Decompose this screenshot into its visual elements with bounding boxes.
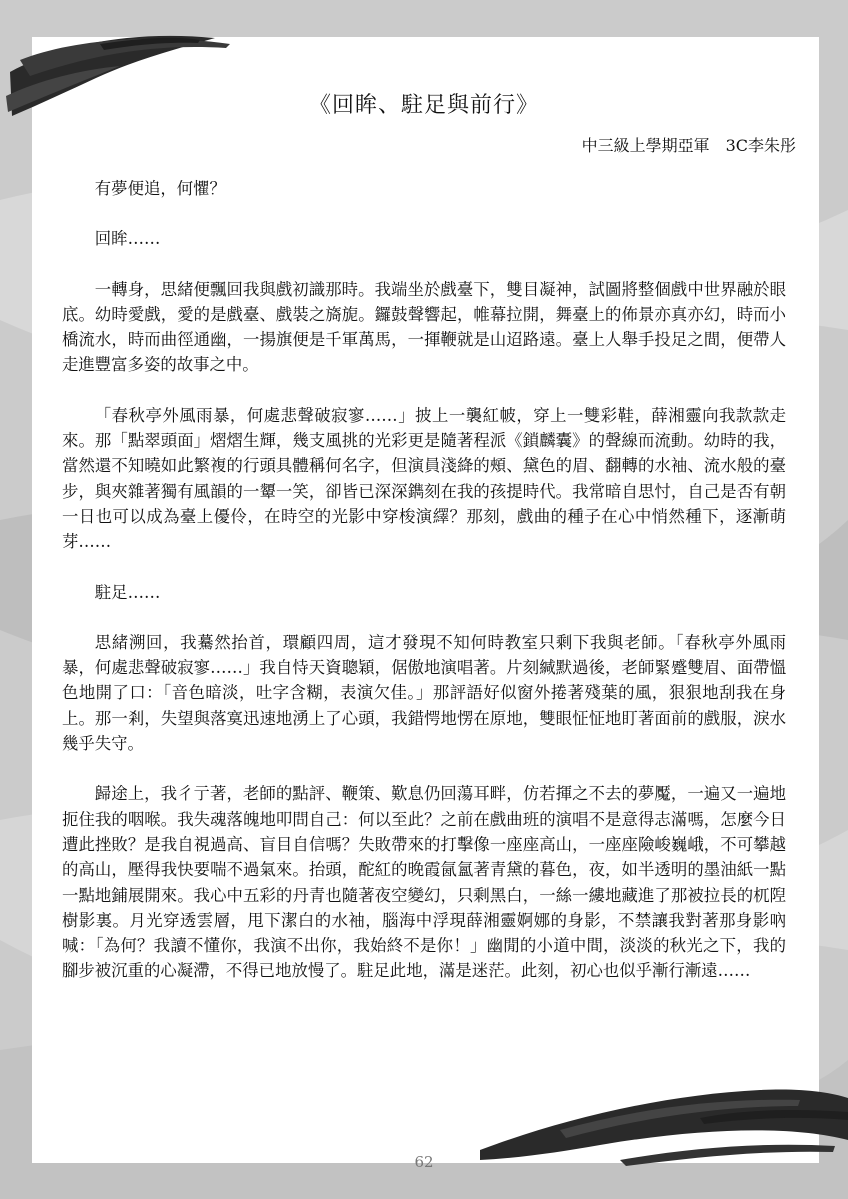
paragraph-2: 回眸…… [94, 229, 161, 249]
paragraph-6: 思緒溯回，我驀然抬首，環顧四周，這才發現不知何時教室只剩下我與老師。「春秋亭外風雨暴，何處悲聲破寂寥……」我自恃天資聰穎，倨傲地演唱著。片刻緘默過後，老師緊蹙雙眉、面帶慍色地開了口：「音色暗淡，吐字含糊，表演欠佳。」那評語好似窗外捲著殘葉的風，狠狠地刮我在身上。那一剎，失望與落寞迅速地湧上了心頭，我錯愕地愣在原地，雙眼怔怔地盯著面前的戲服，淚水幾乎失守。 [62, 632, 786, 754]
author-line: 中三級上學期亞軍 3C李朱彤 [581, 136, 796, 155]
essay-title: 《回眸、駐足與前行》 [308, 93, 539, 118]
paragraph-1: 有夢便追，何懼？ [94, 179, 226, 198]
essay-body [62, 176, 786, 1009]
paragraph-5: 駐足…… [94, 582, 161, 602]
paragraph-7: 歸途上，我彳亍著，老師的點評、鞭策、歎息仍回蕩耳畔，仿若揮之不去的夢魘，一遍又一遍地扼住我的咽喉。我失魂落魄地叩問自己：何以至此？之前在戲曲班的演唱不是意得志滿嗎，怎麼今日遭此挫敗？是我自視過高、盲目自信嗎？失敗帶來的打擊像一座座高山，一座座險峻巍峨，不可攀越的高山，壓得我快要喘不過氣來。抬頭，酡紅的晚霞氤氳著青黛的暮色，夜，如半透明的墨油紙一點一點地鋪展開來。我心中五彩的丹青也隨著夜空變幻，只剩黑白，一絲一縷地藏進了那被拉長的杌隉樹影裏。月光穿透雲層，甩下潔白的水袖，腦海中浮現薛湘靈婀娜的身影，不禁讓我對著那身影吶喊：「為何？我讀不懂你，我演不出你，我始終不是你！」幽閒的小道中間，淡淡的秋光之下，我的腳步被沉重的心凝滯，不得已地放慢了。駐足此地，滿是迷茫。此刻，初心也似乎漸行漸遠…… [62, 784, 786, 981]
paragraph-4: 「春秋亭外風雨暴，何處悲聲破寂寥……」披上一襲紅帔，穿上一雙彩鞋，薛湘靈向我款款走來。那「點翠頭面」熠熠生輝，幾支風挑的光彩更是隨著程派《鎖麟囊》的聲線而流動。幼時的我，當然還不知曉如此繁複的行頭具體稱何名字，但演員淺絳的頰、黛色的眉、翻轉的水袖、流水般的臺步，與夾雜著獨有風韻的一顰一笑，卻皆已深深鐫刻在我的孩提時代。我常暗自思忖，自己是否有朝一日也可以成為臺上優伶，在時空的光影中穿梭演繹？那刻，戲曲的種子在心中悄然種下，逐漸萌芽…… [62, 405, 786, 552]
paragraph-3: 一轉身，思緒便飄回我與戲初識那時。我端坐於戲臺下，雙目凝神，試圖將整個戲中世界融於眼底。幼時愛戲，愛的是戲臺、戲裝之旖旎。鑼鼓聲響起，帷幕拉開，舞臺上的佈景亦真亦幻，時而小橋流水，時而曲徑通幽，一揚旗便是千軍萬馬，一揮鞭就是山迢路遠。臺上人舉手投足之間，便帶人走進豐富多姿的故事之中。 [62, 279, 786, 375]
page-number: 62 [414, 1153, 434, 1171]
